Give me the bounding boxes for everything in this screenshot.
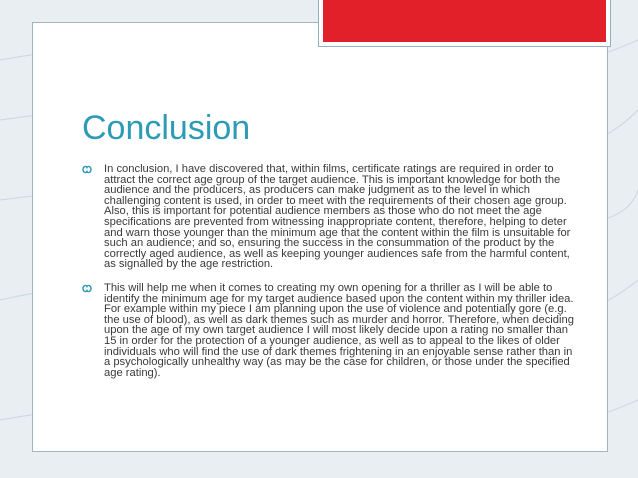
bullet-text: In conclusion, I have discovered that, within films, certificate ratings are required in order to attract the correct age group of the target audience. This is important knowledge for both the audience and the producers, as producers can make judgment as to the level in which challenging content is used, in order to meet with the requirements of their chosen age group. Also, this is important for potential audience members as those who do not meet the age specifications are prevented from witnessing inappropriate content, therefore, helping to deter and warn those younger than the minimum age that the content within the film is unsuitable for such an audience; and so, ensuring the success in the consummation of the product by the correctly aged audience, as well as keeping younger audiences safe from the harmful content, as signalled by the age restriction.	[104, 163, 571, 271]
accent-box	[318, 0, 611, 47]
flourish-bullet-icon	[82, 165, 92, 174]
bullet-list	[82, 164, 580, 391]
flourish-bullet-icon	[82, 284, 92, 293]
red-accent-block	[323, 0, 606, 42]
bullet-text: This will help me when it comes to creating my own opening for a thriller as I will be able to identify the minimum age for my target audience based upon the content within my thriller idea. For example within my piece I am planning upon the use of violence and potentially gore (e.g. the use of blood), as well as dark themes such as murder and horror. Therefore, when deciding upon the age of my own target audience I will most likely decide upon a rating no smaller than 15 in order for the protection of a younger audience, as well as to appeal to the likes of older individuals who will find the use of dark themes frightening in an enjoyable sense rather than in a psychologically unhealthy way (as may be the case for children, or those under the specified age rating).	[104, 281, 574, 379]
slide-title: Conclusion	[82, 109, 251, 147]
bullet-item	[82, 164, 580, 270]
bullet-item	[82, 283, 580, 378]
